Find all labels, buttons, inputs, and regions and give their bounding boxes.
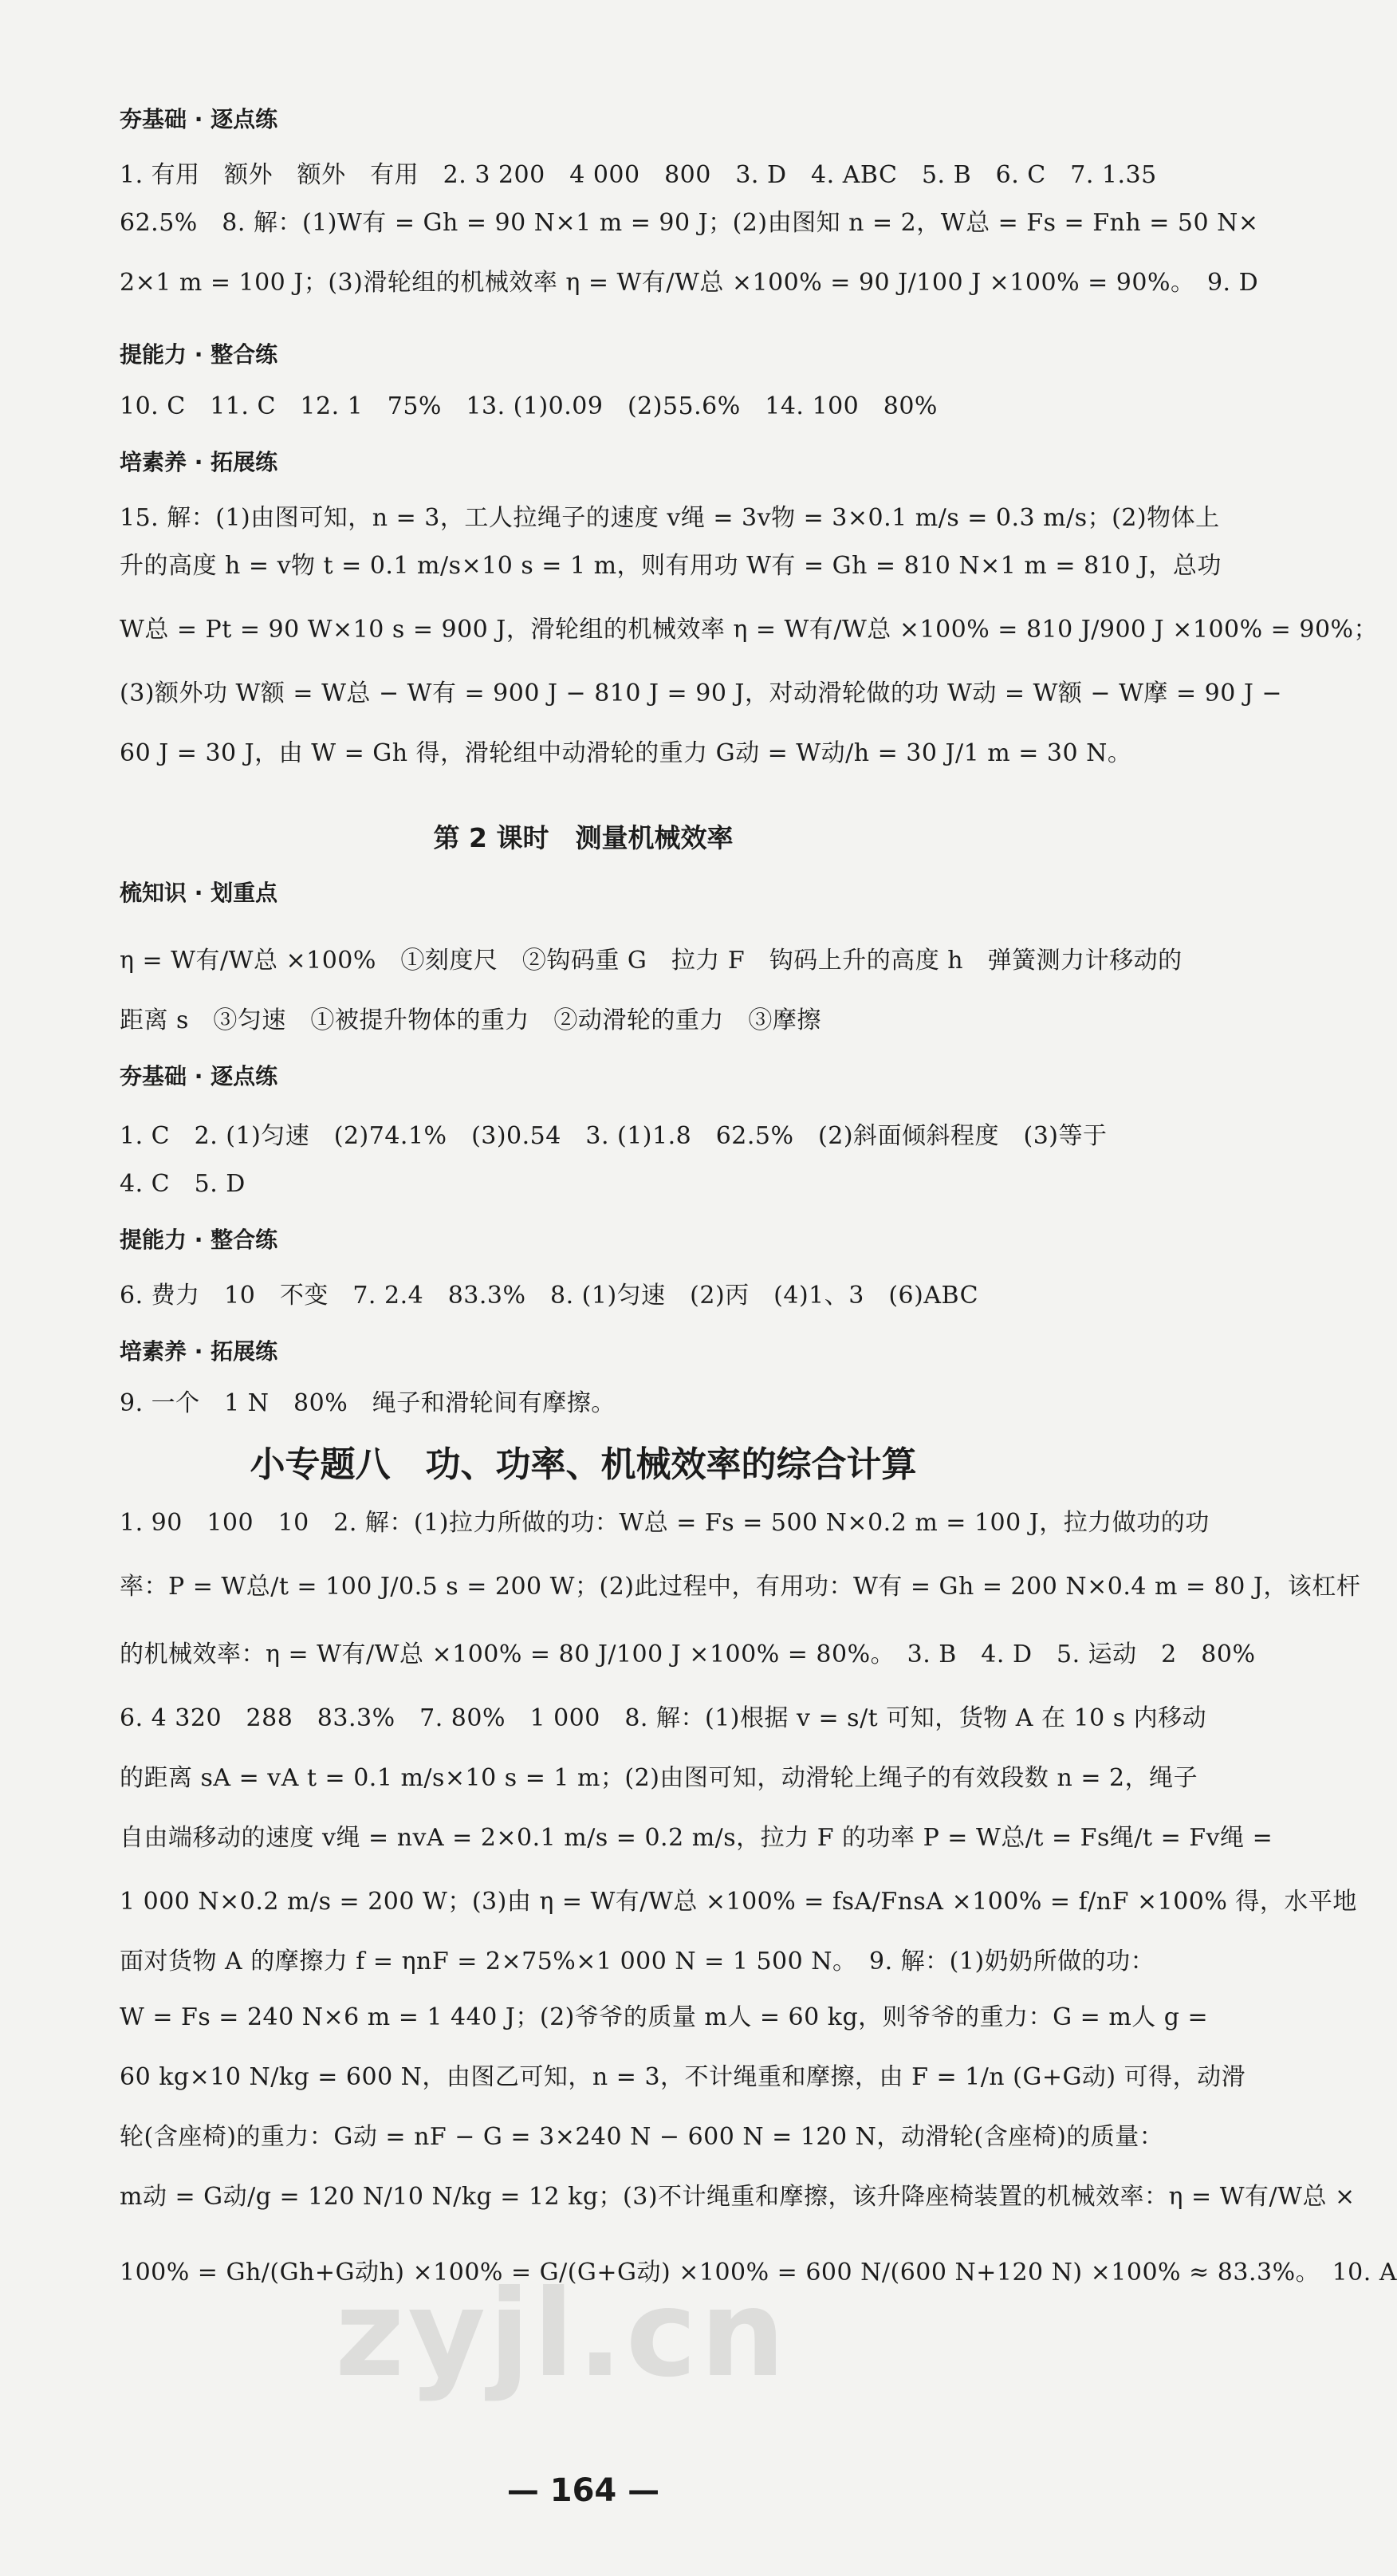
answer-line: 100% = Gh/(Gh+G动h) ×100% = G/(G+G动) ×100% = 600 N/(600 N+120 N) ×100% ≈ 83.3%。 10. A — [120, 2259, 1397, 2286]
answer-line: 6. 4 320 288 83.3% 7. 80% 1 000 8. 解：(1)根据 v = s/t 可知，货物 A 在 10 s 内移动 — [120, 1704, 1207, 1732]
answer-line: 1. 90 100 10 2. 解：(1)拉力所做的功：W总 = Fs = 500 N×0.2 m = 100 J，拉力做功的功 — [120, 1509, 1210, 1537]
answer-line: 升的高度 h = v物 t = 0.1 m/s×10 s = 1 m，则有用功 W有 = Gh = 810 N×1 m = 810 J，总功 — [120, 552, 1222, 580]
section-heading: 培素养 · 拓展练 — [120, 449, 278, 475]
lesson-title: 第 2 课时 测量机械效率 — [433, 822, 734, 853]
answer-line: 1 000 N×0.2 m/s = 200 W；(3)由 η = W有/W总 ×100% = fsA/FnsA ×100% = f/nF ×100% 得，水平地 — [120, 1888, 1357, 1916]
answer-line: W总 = Pt = 90 W×10 s = 900 J，滑轮组的机械效率 η = W有/W总 ×100% = 810 J/900 J ×100% = 90%； — [120, 616, 1379, 644]
answer-line: 的距离 sA = vA t = 0.1 m/s×10 s = 1 m；(2)由图可知，动滑轮上绳子的有效段数 n = 2，绳子 — [120, 1764, 1198, 1792]
answer-line: (3)额外功 W额 = W总 − W有 = 900 J − 810 J = 90 J，对动滑轮做的功 W动 = W额 − W摩 = 90 J − — [120, 679, 1283, 707]
watermark: zyjl.cn — [335, 2265, 789, 2404]
answer-line: m动 = G动/g = 120 N/10 N/kg = 12 kg；(3)不计绳重和摩擦，该升降座椅装置的机械效率：η = W有/W总 × — [120, 2183, 1356, 2211]
section-heading: 夯基础 · 逐点练 — [120, 1063, 278, 1089]
page-number: — 164 — — [506, 2472, 660, 2509]
answer-line: 的机械效率：η = W有/W总 ×100% = 80 J/100 J ×100% = 80%。 3. B 4. D 5. 运动 2 80% — [120, 1641, 1256, 1668]
section-heading: 培素养 · 拓展练 — [120, 1338, 278, 1365]
answer-line: W = Fs = 240 N×6 m = 1 440 J；(2)爷爷的质量 m人 = 60 kg，则爷爷的重力：G = m人 g = — [120, 2003, 1209, 2031]
section-heading: 提能力 · 整合练 — [120, 341, 278, 368]
answer-line: 60 kg×10 N/kg = 600 N，由图乙可知，n = 3，不计绳重和摩擦，由 F = 1/n (G+G动) 可得，动滑 — [120, 2063, 1246, 2091]
answer-line: 62.5% 8. 解：(1)W有 = Gh = 90 N×1 m = 90 J；(2)由图知 n = 2，W总 = Fs = Fnh = 50 N× — [120, 209, 1259, 237]
answer-line: 15. 解：(1)由图可知，n = 3，工人拉绳子的速度 v绳 = 3v物 = 3×0.1 m/s = 0.3 m/s；(2)物体上 — [120, 504, 1220, 532]
answer-line: 1. C 2. (1)匀速 (2)74.1% (3)0.54 3. (1)1.8 62.5% (2)斜面倾斜程度 (3)等于 — [120, 1122, 1108, 1150]
topic-title: 小专题八 功、功率、机械效率的综合计算 — [250, 1444, 917, 1485]
answer-line: 自由端移动的速度 v绳 = nvA = 2×0.1 m/s = 0.2 m/s，拉力 F 的功率 P = W总/t = Fs绳/t = Fv绳 = — [120, 1824, 1273, 1852]
section-heading: 夯基础 · 逐点练 — [120, 106, 278, 132]
answer-line: 10. C 11. C 12. 1 75% 13. (1)0.09 (2)55.6% 14. 100 80% — [120, 392, 938, 420]
section-heading: 梳知识 · 划重点 — [120, 880, 278, 906]
answer-line: 6. 费力 10 不变 7. 2.4 83.3% 8. (1)匀速 (2)丙 (4)1、3 (6)ABC — [120, 1282, 979, 1310]
answer-line: 轮(含座椅)的重力：G动 = nF − G = 3×240 N − 600 N = 120 N，动滑轮(含座椅)的质量： — [120, 2123, 1164, 2151]
answer-line: 距离 s ③匀速 ①被提升物体的重力 ②动滑轮的重力 ③摩擦 — [120, 1006, 821, 1034]
answer-line: 9. 一个 1 N 80% 绳子和滑轮间有摩擦。 — [120, 1389, 616, 1417]
answer-line: η = W有/W总 ×100% ①刻度尺 ②钩码重 G 拉力 F 钩码上升的高度 h 弹簧测力计移动的 — [120, 947, 1183, 975]
answer-line: 率：P = W总/t = 100 J/0.5 s = 200 W；(2)此过程中，有用功：W有 = Gh = 200 N×0.4 m = 80 J，该杠杆 — [120, 1573, 1361, 1601]
answer-line: 1. 有用 额外 额外 有用 2. 3 200 4 000 800 3. D 4. ABC 5. B 6. C 7. 1.35 — [120, 161, 1157, 189]
answer-line: 2×1 m = 100 J；(3)滑轮组的机械效率 η = W有/W总 ×100% = 90 J/100 J ×100% = 90%。 9. D — [120, 269, 1259, 297]
answer-line: 4. C 5. D — [120, 1170, 246, 1198]
section-heading: 提能力 · 整合练 — [120, 1227, 278, 1253]
answer-line: 面对货物 A 的摩擦力 f = ηnF = 2×75%×1 000 N = 1 500 N。 9. 解：(1)奶奶所做的功： — [120, 1948, 1155, 1975]
answer-line: 60 J = 30 J，由 W = Gh 得，滑轮组中动滑轮的重力 G动 = W动/h = 30 J/1 m = 30 N。 — [120, 739, 1132, 767]
